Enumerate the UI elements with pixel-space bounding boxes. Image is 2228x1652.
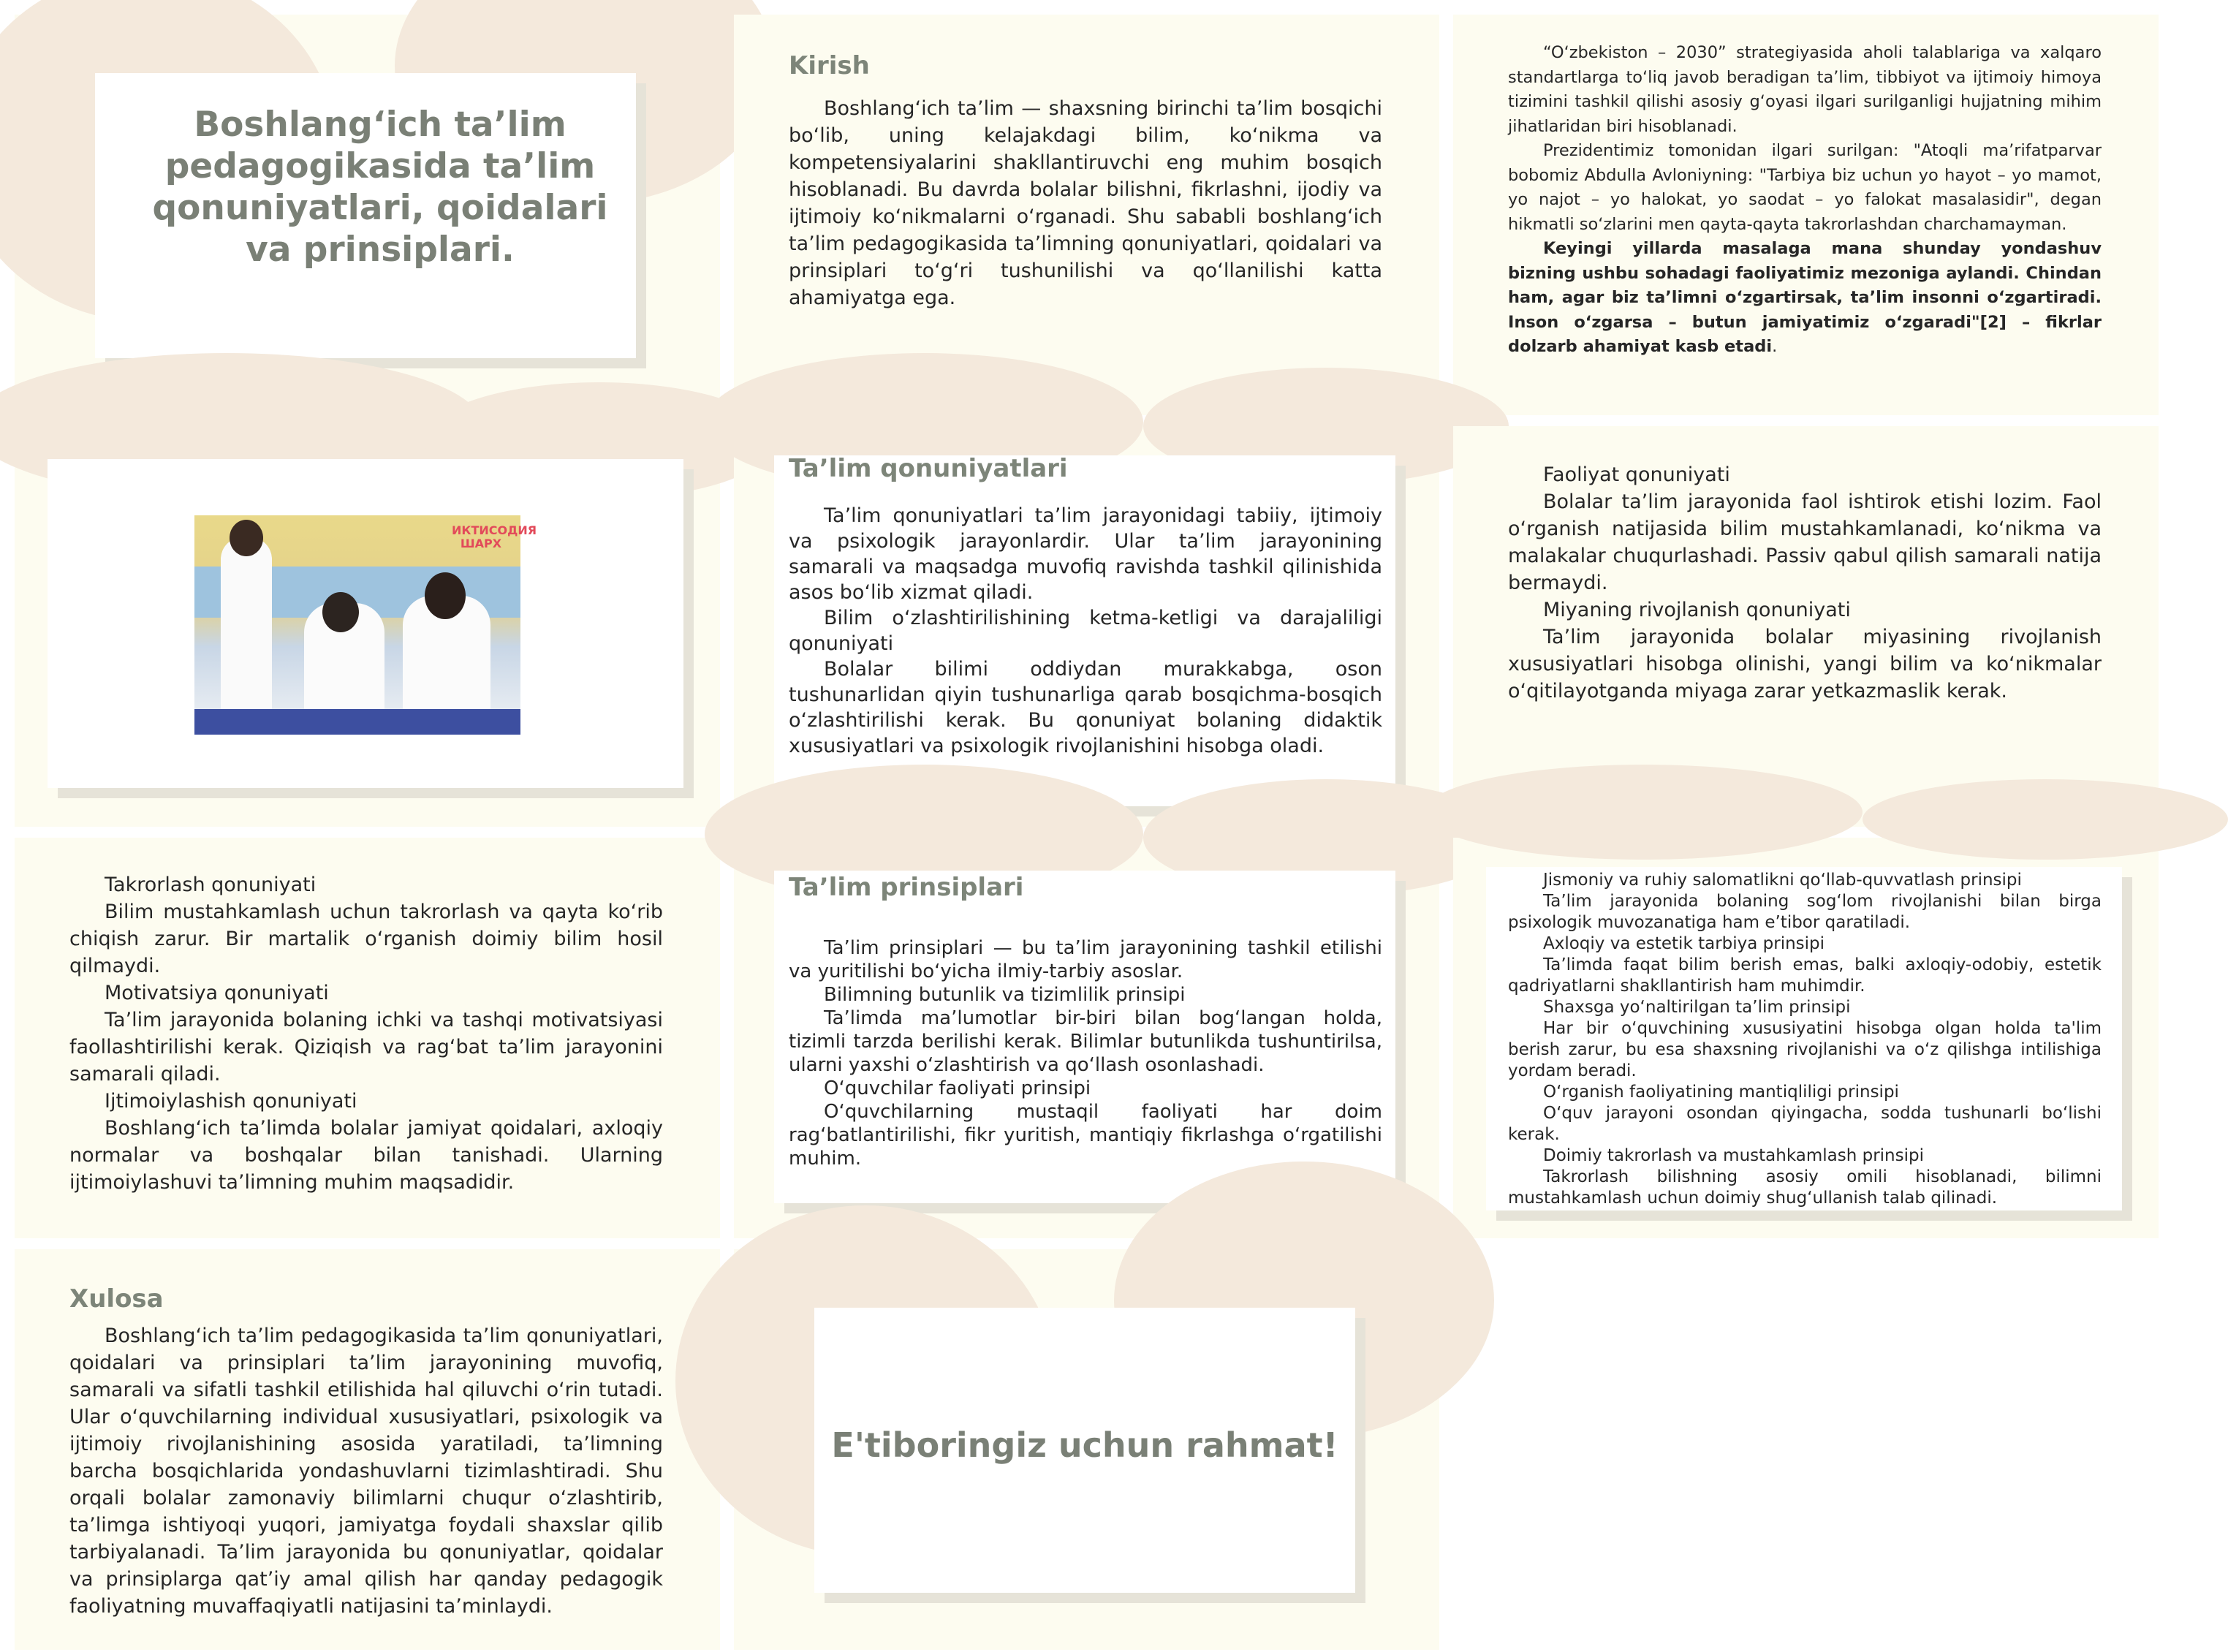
paragraph: O‘quvchilar faoliyati prinsipi bbox=[824, 1077, 1091, 1099]
section-body bbox=[1508, 461, 2102, 705]
paragraph: Har bir o‘quvchining xususiyatini hisobga olgan holda ta'lim berish zarur, bu esa shaxsning rivojlanishi va o‘z qilishga intilishiga yordam beradi. bbox=[1508, 1019, 2102, 1080]
slide-thanks bbox=[734, 1249, 1439, 1650]
paragraph: Ta’limda ma’lumotlar bir-biri bilan bog‘langan holda, tizimli tarzda berilishi kerak. Bilimlar butunlikda tushuntirilsa, ularni yaxshi o‘zlashtirish va qo‘llash osonlashadi. bbox=[789, 1007, 1382, 1076]
slide-takrorlash bbox=[15, 838, 720, 1238]
paragraph: Ta’lim jarayonida bolaning ichki va tashqi motivatsiyasi faollashtirilishi kerak. Qiziqish va rag‘bat ta’lim jarayonini samarali qiladi. bbox=[69, 1009, 663, 1085]
paragraph: Takrorlash bilishning asosiy omili hisoblanadi, bilimni mustahkamlash uchun doimiy shug‘ullanish talab qilinadi. bbox=[1508, 1167, 2102, 1208]
photo-teacher bbox=[221, 537, 272, 720]
paragraph: Bilim mustahkamlash uchun takrorlash va qayta ko‘rib chiqish zarur. Bir martalik o‘rganish doimiy bilim hosil qilmaydi. bbox=[69, 901, 663, 977]
background-blob bbox=[1424, 765, 1863, 860]
paragraph: Boshlang‘ich ta’lim pedagogikasida ta’lim qonuniyatlari, qoidalari va prinsiplari ta’lim jarayonining muvofiq, samarali va sifatli tashkil etilishida hal qiluvchi o‘rin tutadi. Ular o‘quvchilarning individual xususiyatlari, psixologik va ijtimoiy rivojlanishining asosida yaratiladi, ta’limning barcha bosqichlarida yondashuvlarni tizimlashtiradi. Shu orqali bolalar zamonaviy bilimlarni chuqur o‘zlashtirib, ta’limga ishtiyoqi yuqori, jamiyatga foydali shaxslar qilib tarbiyalanadi. Ta’lim jarayonida bu qonuniyatlar, qoidalar va prinsiplarga qat’iy amal qilish har qanday pedagogik faoliyatning muvaffaqiyatli natijasini ta’minlaydi. bbox=[69, 1325, 663, 1618]
photo-student-girl-head bbox=[425, 572, 466, 619]
paragraph bbox=[1508, 237, 2102, 360]
paragraph: Bolalar bilimi oddiydan murakkabga, oson tushunarlidan qiyin tushunarliga qarab bosqichma-bosqich o‘zlashtirilishi kerak. Bu qonuniyat bolaning didaktik xususiyatlari va psixologik rivojlanishini hisobga oladi. bbox=[789, 658, 1382, 757]
section-heading: Ta’lim qonuniyatlari bbox=[789, 454, 1068, 483]
paragraph: O‘quvchilarning mustaqil faoliyati har doim rag‘batlantirilishi, fikr yuritish, mantiqiy fikrlashga o‘rgatilishi muhim. bbox=[789, 1101, 1382, 1170]
classroom-photo bbox=[194, 515, 537, 735]
section-heading: Xulosa bbox=[69, 1284, 164, 1314]
section-heading: Kirish bbox=[789, 51, 870, 80]
paragraph: Ijtimoiylashish qonuniyati bbox=[105, 1090, 357, 1113]
slide-talim-qonuniyatlari bbox=[734, 426, 1439, 827]
section-heading: Ta’lim prinsiplari bbox=[789, 873, 1024, 902]
paragraph: Boshlang‘ich ta’limda bolalar jamiyat qoidalari, axloqiy normalar va boshqalar bilan tanishadi. Ularning ijtimoiylashuvi ta’limning muhim maqsadidir. bbox=[69, 1117, 663, 1194]
section-body bbox=[69, 871, 663, 1196]
photo-teacher-head bbox=[230, 520, 263, 556]
paragraph: Takrorlash qonuniyati bbox=[105, 874, 317, 896]
paragraph: Bilimning butunlik va tizimlilik prinsipi bbox=[824, 984, 1186, 1006]
photo-desk bbox=[194, 709, 520, 735]
paragraph-end: . bbox=[1772, 337, 1778, 356]
bold-quote: Keyingi yillarda masalaga mana shunday yondashuv bizning ushbu sohadagi faoliyatimiz mezoniga aylandi. Chindan ham, agar biz ta’limni o‘zgartirsak, ta’lim insonni o‘zgartiradi. Inson o‘zgarsa – butun jamiyatimiz o‘zgaradi"[2] – fikrlar dolzarb ahamiyat kasb etadi bbox=[1508, 239, 2102, 356]
slide-prinsiplar-davomi bbox=[1453, 838, 2159, 1238]
slide-photo bbox=[15, 426, 720, 827]
section-body bbox=[789, 936, 1382, 1170]
paragraph: Bilim o‘zlashtirilishining ketma-ketligi va darajaliligi qonuniyati bbox=[789, 607, 1382, 655]
paragraph: Ta’lim prinsiplari — bu ta’lim jarayonining tashkil etilishi va yuritilishi bo‘yicha ilmiy-tarbiy asoslar. bbox=[789, 937, 1382, 982]
page-title: Boshlang‘ich ta’lim pedagogikasida ta’lim qonuniyatlari, qoidalari va prinsiplari. bbox=[152, 105, 608, 270]
slide-title bbox=[15, 15, 720, 415]
paragraph: O‘quv jarayoni osondan qiyingacha, sodda tushunarli bo‘lishi kerak. bbox=[1508, 1104, 2102, 1144]
photo-student-boy-head bbox=[322, 592, 359, 632]
paragraph: Jismoniy va ruhiy salomatlikni qo‘llab-quvvatlash prinsipi bbox=[1543, 871, 2022, 890]
photo-watermark: ИКТИСОДИЯ ШАРХ bbox=[452, 523, 537, 550]
paragraph: “O‘zbekiston – 2030” strategiyasida aholi talablariga va xalqaro standartlarga to‘liq javob beradigan ta’lim, tibbiyot va ijtimoiy himoya tizimini tashkil qilishi asosiy g‘oyasi ilgari surilganligi hujjatning mihim jihatlaridan biri hisoblanadi. bbox=[1508, 43, 2102, 136]
paragraph: Ta’limda faqat bilim berish emas, balki axloqiy-odobiy, estetik qadriyatlarni shakllantirish ham muhimdir. bbox=[1508, 955, 2102, 996]
section-body bbox=[789, 503, 1382, 759]
slide-kirish bbox=[734, 15, 1439, 415]
section-body bbox=[69, 1322, 663, 1620]
paragraph: Boshlang‘ich ta’lim — shaxsning birinchi ta’lim bosqichi bo‘lib, uning kelajakdagi bilim, ko‘nikma va kompetensiyalarini shakllantiruvchi eng muhim bosqich hisoblanadi. Bu davrda bolalar bilishni, fikrlashni, ijodiy va ijtimoiy ko‘nikmalarni o‘rganadi. Shu sababli boshlang‘ich ta’lim pedagogikasida ta’limning qonuniyatlari, qoidalari va prinsiplari to‘g‘ri tushunilishi va qo‘llanilishi katta ahamiyatga ega. bbox=[789, 97, 1382, 309]
paragraph: Faoliyat qonuniyati bbox=[1543, 463, 1730, 486]
paragraph: Prezidentimiz tomonidan ilgari surilgan: "Atoqli ma’rifatparvar bobomiz Abdulla Avloniyning: "Tarbiya biz uchun yo hayot – yo mamot, yo najot – yo halokat, yo saodat – yo falokat masalasidir", degan hikmatli so‘zlarini men qayta-qayta takrorlashdan charchamayman. bbox=[1508, 141, 2102, 234]
paragraph: Bolalar ta’lim jarayonida faol ishtirok etishi lozim. Faol o‘rganish natijasida bilim mustahkamlanadi, ko‘nikma va malakalar chuqurlashadi. Passiv qabul qilish samarali natija bermaydi. bbox=[1508, 490, 2102, 594]
slide-faoliyat bbox=[1453, 426, 2159, 827]
section-body bbox=[1508, 870, 2102, 1209]
paragraph: Ta’lim jarayonida bolaning sog‘lom rivojlanishi bilan birga psixologik muvozanatiga ham e’tibor qaratiladi. bbox=[1508, 892, 2102, 932]
section-body bbox=[789, 95, 1382, 311]
slide-xulosa bbox=[15, 1249, 720, 1650]
paragraph: Ta’lim qonuniyatlari ta’lim jarayonidagi tabiiy, ijtimoiy va psixologik jarayonlardir. Ular ta’lim jarayonining samarali va maqsadga muvofiq ravishda tashkil qilinishida asos bo‘lib xizmat qiladi. bbox=[789, 504, 1382, 604]
paragraph: Ta’lim jarayonida bolalar miyasining rivojlanish xususiyatlari hisobga olinishi, yangi bilim va ko‘nikmalar o‘qitilayotganda miyaga zarar yetkazmaslik kerak. bbox=[1508, 626, 2102, 702]
paragraph: Doimiy takrorlash va mustahkamlash prinsipi bbox=[1543, 1146, 1924, 1165]
thanks-title: E'tiboringiz uchun rahmat! bbox=[831, 1425, 1338, 1465]
paragraph: Miyaning rivojlanish qonuniyati bbox=[1543, 599, 1851, 621]
background-blob bbox=[1863, 779, 2228, 860]
section-body bbox=[1508, 41, 2102, 360]
paragraph: O‘rganish faoliyatining mantiqliligi prinsipi bbox=[1543, 1083, 1899, 1102]
paragraph: Axloqiy va estetik tarbiya prinsipi bbox=[1543, 934, 1825, 953]
paragraph: Motivatsiya qonuniyati bbox=[105, 982, 329, 1004]
paragraph: Shaxsga yo‘naltirilgan ta’lim prinsipi bbox=[1543, 998, 1851, 1017]
slide-strategy bbox=[1453, 15, 2159, 415]
